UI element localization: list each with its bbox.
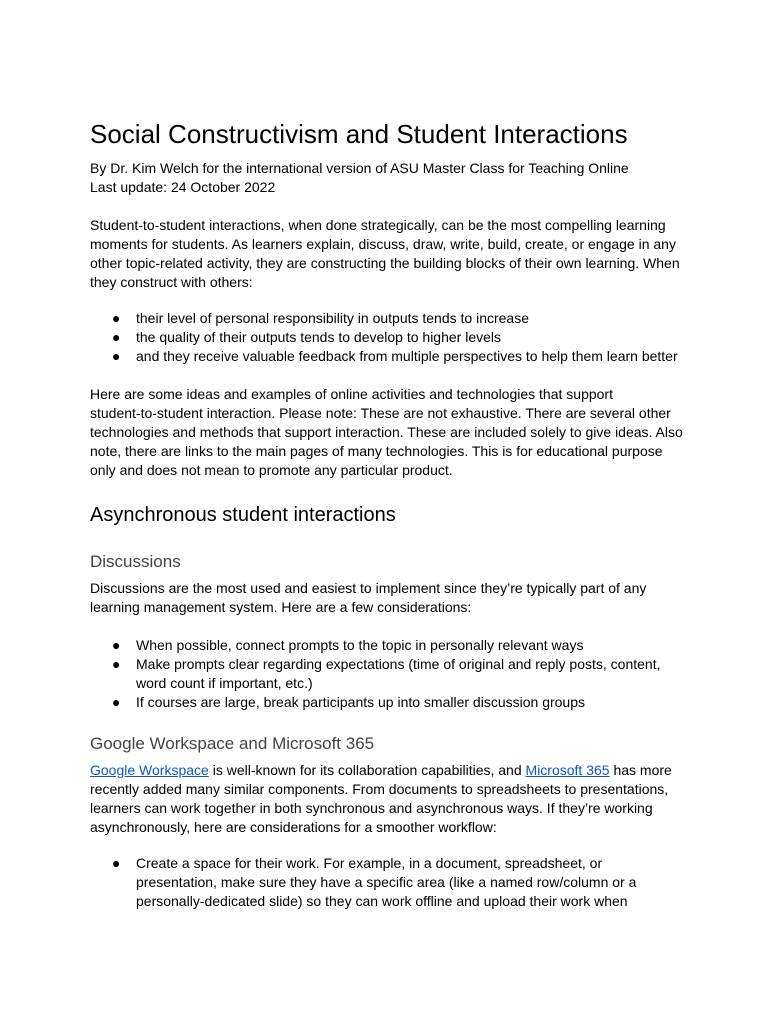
- list-item-text: their level of personal responsibility in outputs tends to increase: [136, 310, 529, 326]
- list-item: [90, 328, 690, 347]
- byline-date: Last update: 24 October 2022: [90, 179, 276, 195]
- ideas-line: note, there are links to the main pages of many technologies. This is for educational purpose: [90, 443, 663, 459]
- heading-asynchronous: Asynchronous student interactions: [90, 504, 396, 526]
- byline-author: By Dr. Kim Welch for the international version of ASU Master Class for Teaching Online: [90, 160, 629, 176]
- intro-line: other topic-related activity, they are constructing the building blocks of their own learning. When: [90, 255, 680, 271]
- ideas-line: Here are some ideas and examples of online activities and technologies that support: [90, 386, 613, 402]
- list-item: [90, 854, 690, 911]
- discussions-line: Discussions are the most used and easiest to implement since they’re typically part of any: [90, 580, 647, 596]
- discussions-line: learning management system. Here are a few considerations:: [90, 599, 472, 615]
- list-item: [90, 347, 690, 366]
- discussion-considerations-list: [90, 636, 690, 712]
- ideas-paragraph: [90, 385, 690, 480]
- list-item: [90, 309, 690, 328]
- heading-discussions: Discussions: [90, 552, 181, 571]
- ideas-line: technologies and methods that support interaction. These are included solely to give ideas. Also: [90, 424, 683, 440]
- bullet-icon: ●: [112, 637, 121, 653]
- bullet-icon: ●: [112, 656, 121, 672]
- workspace-line: recently added many similar components. From documents to spreadsheets to presentations,: [90, 781, 669, 797]
- bullet-icon: ●: [112, 310, 121, 326]
- list-item: [90, 636, 690, 655]
- ideas-line: only and does not mean to promote any particular product.: [90, 462, 453, 478]
- document-title: Social Constructivism and Student Interactions: [90, 119, 628, 149]
- list-item-text: and they receive valuable feedback from multiple perspectives to help them learn better: [136, 348, 678, 364]
- intro-line: Student-to-student interactions, when done strategically, can be the most compelling learning: [90, 217, 666, 233]
- list-item-text: word count if important, etc.): [136, 675, 313, 691]
- list-item-text: If courses are large, break participants up into smaller discussion groups: [136, 694, 585, 710]
- workspace-line: learners can work together in both synchronous and asynchronous ways. If they’re working: [90, 800, 653, 816]
- benefits-list: [90, 309, 690, 366]
- list-item-text: Make prompts clear regarding expectations (time of original and reply posts, content,: [136, 656, 661, 672]
- intro-line: moments for students. As learners explain, discuss, draw, write, build, create, or engage in any: [90, 236, 676, 252]
- bullet-icon: ●: [112, 694, 121, 710]
- list-item-text: presentation, make sure they have a specific area (like a named row/column or a: [136, 874, 637, 890]
- discussions-paragraph: [90, 579, 690, 617]
- intro-line: they construct with others:: [90, 274, 253, 290]
- list-item: [90, 693, 690, 712]
- workspace-text: has more: [609, 762, 672, 778]
- byline: [90, 159, 690, 197]
- workflow-considerations-list: [90, 854, 690, 911]
- google-workspace-link[interactable]: Google Workspace: [90, 762, 209, 778]
- heading-google-microsoft: Google Workspace and Microsoft 365: [90, 734, 375, 753]
- bullet-icon: ●: [112, 348, 121, 364]
- list-item-text: personally-dedicated slide) so they can work offline and upload their work when: [136, 893, 628, 909]
- workspace-line: asynchronously, here are considerations for a smoother workflow:: [90, 819, 497, 835]
- list-item-text: When possible, connect prompts to the topic in personally relevant ways: [136, 637, 584, 653]
- list-item-text: the quality of their outputs tends to develop to higher levels: [136, 329, 502, 345]
- workspace-paragraph: [90, 761, 690, 837]
- workspace-text: is well-known for its collaboration capabilities, and: [208, 762, 526, 778]
- ideas-line: student-to-student interaction. Please note: These are not exhaustive. There are several other: [90, 405, 671, 421]
- intro-paragraph: [90, 216, 690, 292]
- bullet-icon: ●: [112, 855, 121, 871]
- bullet-icon: ●: [112, 329, 121, 345]
- list-item-text: Create a space for their work. For example, in a document, spreadsheet, or: [136, 855, 603, 871]
- list-item: [90, 655, 690, 693]
- microsoft-365-link[interactable]: Microsoft 365: [525, 762, 610, 778]
